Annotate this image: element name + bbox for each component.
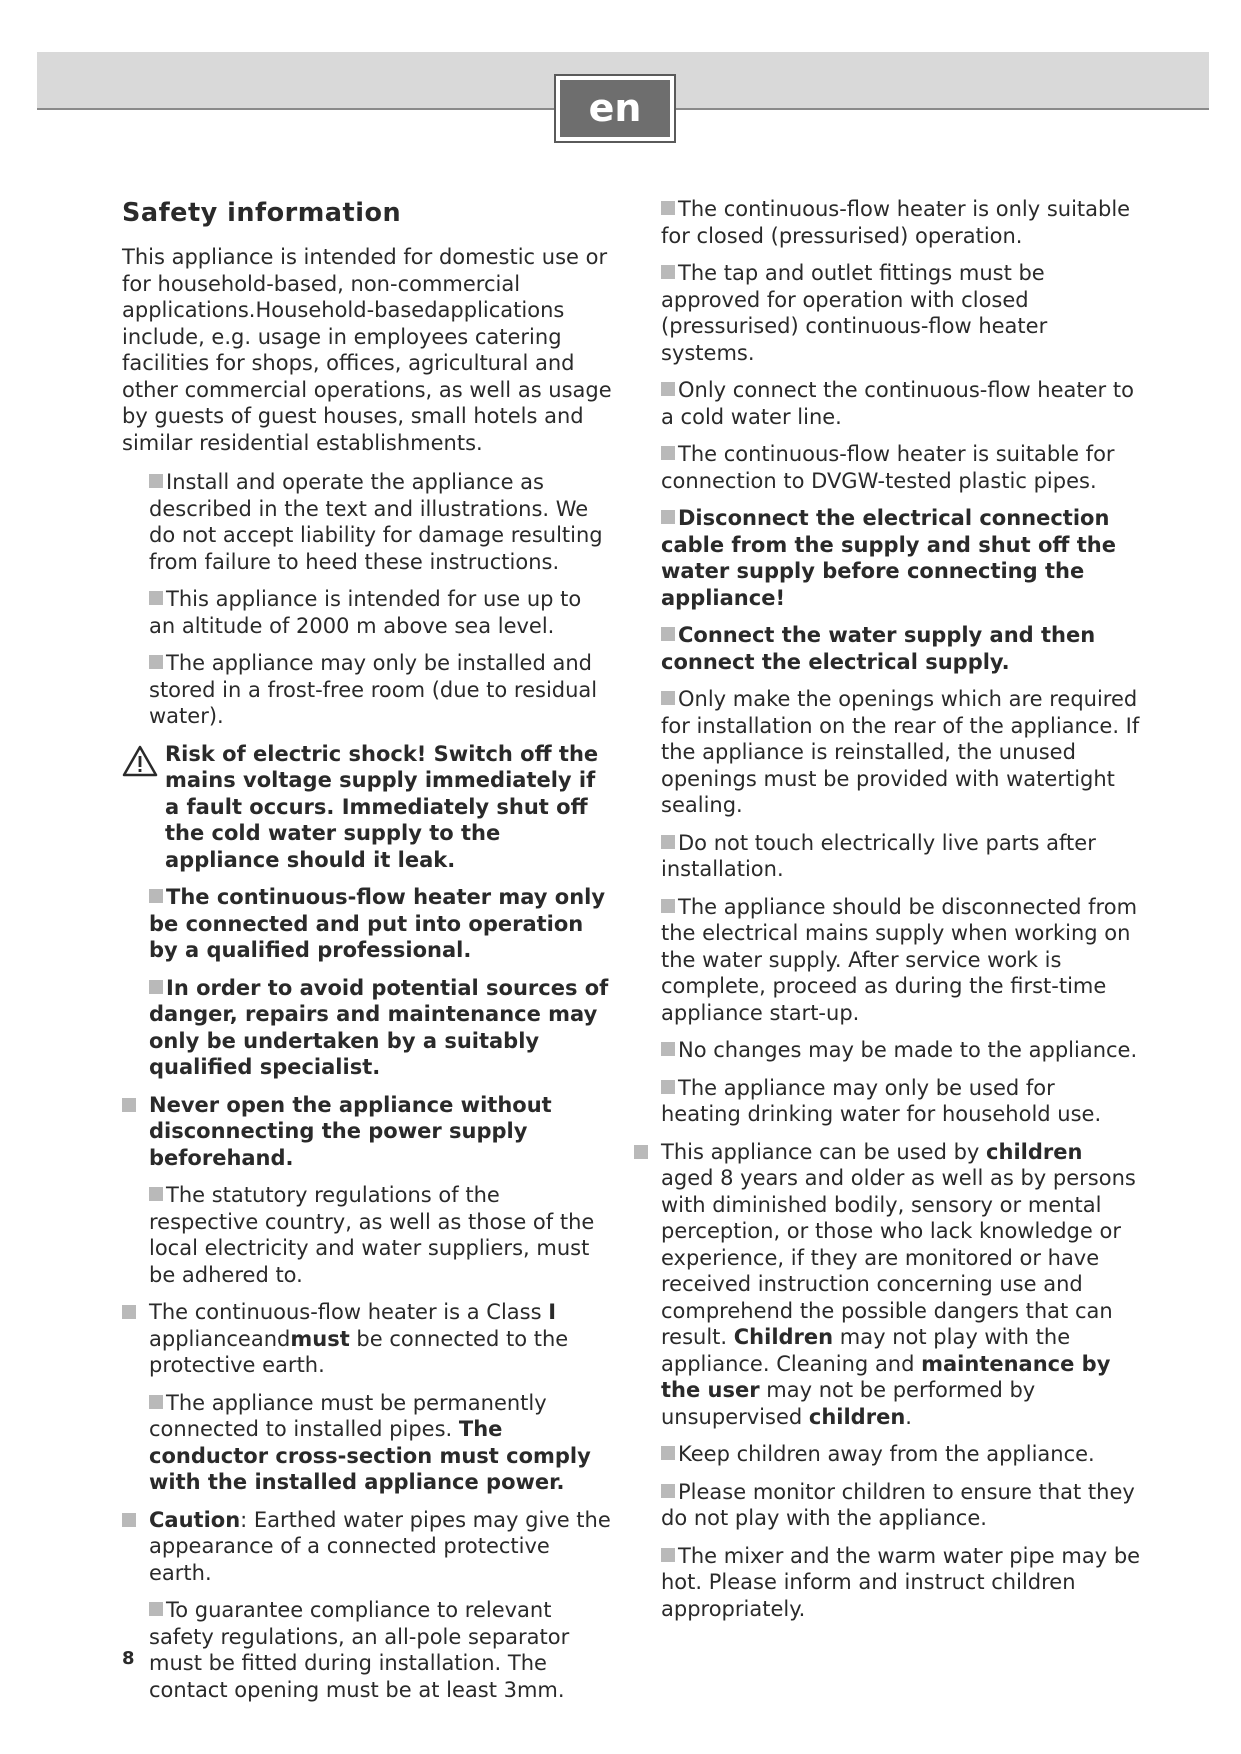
bullet-square-icon (661, 265, 675, 279)
bullet-square-icon (661, 1042, 675, 1056)
list-item: Install and operate the appliance as described in the text and illustrations. We do not accept liability for damage resulting from failure to heed these instructions. (149, 470, 603, 574)
list-item: Caution: Earthed water pipes may give the appearance of a connected protective earth. (122, 1507, 612, 1587)
bullet-square-icon (661, 1446, 675, 1460)
bullet-square-icon (661, 1484, 675, 1498)
list-item: Only connect the continuous-flow heater to a cold water line. (661, 378, 1134, 429)
list-item: The tap and outlet fittings must be approved for operation with closed (pressurised) continuous-flow heater systems. (661, 261, 1048, 365)
bullet-square-icon (149, 1395, 163, 1409)
bullet-square-icon (149, 474, 163, 488)
list-item: No changes may be made to the appliance. (661, 1037, 1141, 1064)
bullet-square-icon (661, 446, 675, 460)
bullet-square-icon (149, 1187, 163, 1201)
language-badge (554, 74, 676, 143)
list-item: Disconnect the electrical connection cable from the supply and shut off the water supply before connecting the appliance! (661, 506, 1116, 610)
left-column (122, 196, 612, 1714)
bullet-square-icon (149, 1602, 163, 1616)
bullet-square-icon (661, 691, 675, 705)
list-item: The continuous-flow heater is suitable for connection to DVGW-tested plastic pipes. (661, 442, 1115, 493)
bullet-square-icon (661, 835, 675, 849)
list-item: The continuous-flow heater is only suitable for closed (pressurised) operation. (661, 197, 1131, 248)
bullet-square-icon (634, 1145, 648, 1159)
bullet-square-icon (122, 1513, 136, 1527)
bullet-square-icon (661, 510, 675, 524)
list-item: In order to avoid potential sources of danger, repairs and maintenance may only be undertaken by a suitably qualified specialist. (149, 975, 609, 1079)
bullet-square-icon (149, 591, 163, 605)
bullet-square-icon (661, 627, 675, 641)
list-item: The continuous-flow heater may only be connected and put into operation by a qualified professional. (149, 885, 606, 962)
bullet-square-icon (149, 980, 163, 994)
bullet-square-icon (149, 655, 163, 669)
bullet-square-icon (661, 1080, 675, 1094)
intro-paragraph: This appliance is intended for domestic use or for household-based, non-commercial applications.Household-basedapplications include, e.g. usage in employees catering facilities for shops, offices, agricultural and other commercial operations, as well as usage by guests of guest houses, small hotels and similar residential establishments. (122, 245, 612, 455)
language-label: en (560, 80, 670, 137)
bullet-square-icon (661, 899, 675, 913)
page-number: 8 (122, 1648, 135, 1669)
warning-triangle-icon (122, 745, 158, 777)
list-item: The appliance should be disconnected from the electrical mains supply when working on the water supply. After service work is complete, proceed as during the first-time appliance start-up. (661, 894, 1138, 1025)
bullet-square-icon (122, 1098, 136, 1112)
list-item: This appliance is intended for use up to an altitude of 2000 m above sea level. (149, 587, 582, 638)
bullet-square-icon (122, 1305, 136, 1319)
list-item: To guarantee compliance to relevant safety regulations, an all-pole separator must be fitted during installation. The contact opening must be at least 3mm. (149, 1598, 570, 1702)
list-item: Connect the water supply and then connect the electrical supply. (661, 623, 1096, 674)
bullet-square-icon (661, 201, 675, 215)
list-item: This appliance can be used by children aged 8 years and older as well as by persons with diminished bodily, sensory or mental perception, or those who lack knowledge or experience, if they are monitored or have received instruction concerning use and comprehend the possible dangers that can result. Children may not play with the appliance. Cleaning and maintenance by the user may not be performed by unsupervised children. (634, 1139, 1141, 1431)
list-item: The appliance must be permanently connected to installed pipes. The conductor cross-section must comply with the installed appliance power. (149, 1390, 591, 1494)
right-column (661, 196, 1141, 1633)
list-item: The appliance may only be used for heating drinking water for household use. (661, 1075, 1102, 1126)
list-item: Please monitor children to ensure that they do not play with the appliance. (661, 1479, 1135, 1530)
list-item: Never open the appliance without disconnecting the power supply beforehand. (122, 1092, 612, 1172)
list-item: The appliance may only be installed and stored in a frost-free room (due to residual water). (149, 651, 598, 728)
list-item: Do not touch electrically live parts after installation. (661, 830, 1096, 881)
list-item: Keep children away from the appliance. (661, 1441, 1141, 1468)
bullet-square-icon (661, 1548, 675, 1562)
list-item: The statutory regulations of the respective country, as well as those of the local electricity and water suppliers, must be adhered to. (149, 1183, 595, 1287)
electric-shock-warning (122, 741, 612, 874)
list-item: Only make the openings which are required for installation on the rear of the appliance. If the appliance is reinstalled, the unused openings must be provided with watertight sealing. (661, 687, 1140, 817)
bullet-square-icon (661, 382, 675, 396)
page-title: Safety information (122, 198, 402, 228)
list-item: The continuous-flow heater is a Class I applianceandmust be connected to the protective earth. (122, 1299, 612, 1379)
list-item: The mixer and the warm water pipe may be hot. Please inform and instruct children appropriately. (661, 1543, 1141, 1621)
warning-text: Risk of electric shock! Switch off the mains voltage supply immediately if a fault occurs. Immediately shut off the cold water supply to the appliance should it leak. (165, 741, 599, 872)
bullet-square-icon (149, 889, 163, 903)
